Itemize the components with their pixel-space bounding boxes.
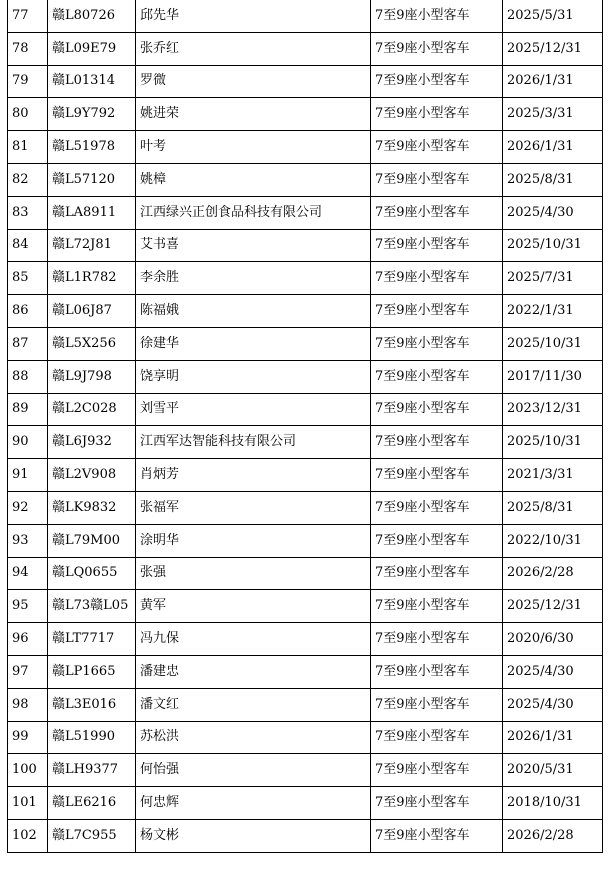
owner-name-cell: 李余胜	[136, 262, 371, 295]
owner-name-cell: 何忠辉	[136, 787, 371, 820]
row-number-cell: 101	[8, 787, 48, 820]
expiry-date-cell: 2026/1/31	[503, 131, 603, 164]
owner-name-cell: 肖炳芳	[136, 459, 371, 492]
vehicle-type-cell: 7至9座小型客车	[371, 229, 503, 262]
owner-name-cell: 潘文红	[136, 688, 371, 721]
expiry-date-cell: 2026/1/31	[503, 65, 603, 98]
table-row	[8, 327, 603, 360]
vehicle-type-cell: 7至9座小型客车	[371, 196, 503, 229]
vehicle-type-cell: 7至9座小型客车	[371, 32, 503, 65]
vehicle-type-cell: 7至9座小型客车	[371, 623, 503, 656]
table-row	[8, 0, 603, 32]
vehicle-type-cell: 7至9座小型客车	[371, 459, 503, 492]
owner-name-cell: 徐建华	[136, 327, 371, 360]
plate-number-cell: 赣L09E79	[48, 32, 136, 65]
expiry-date-cell: 2020/5/31	[503, 754, 603, 787]
row-number-cell: 96	[8, 623, 48, 656]
vehicle-type-cell: 7至9座小型客车	[371, 491, 503, 524]
owner-name-cell: 罗微	[136, 65, 371, 98]
owner-name-cell: 苏松洪	[136, 721, 371, 754]
expiry-date-cell: 2025/8/31	[503, 491, 603, 524]
row-number-cell: 102	[8, 819, 48, 852]
row-number-cell: 94	[8, 557, 48, 590]
table-row	[8, 229, 603, 262]
expiry-date-cell: 2021/3/31	[503, 459, 603, 492]
plate-number-cell: 赣LK9832	[48, 491, 136, 524]
vehicle-type-cell: 7至9座小型客车	[371, 557, 503, 590]
expiry-date-cell: 2025/4/30	[503, 655, 603, 688]
table-row	[8, 360, 603, 393]
plate-number-cell: 赣L9Y792	[48, 98, 136, 131]
owner-name-cell: 艾书喜	[136, 229, 371, 262]
vehicle-table	[7, 0, 603, 853]
vehicle-table-container	[7, 0, 602, 853]
row-number-cell: 99	[8, 721, 48, 754]
table-row	[8, 65, 603, 98]
expiry-date-cell: 2025/12/31	[503, 590, 603, 623]
row-number-cell: 83	[8, 196, 48, 229]
expiry-date-cell: 2025/5/31	[503, 0, 603, 32]
owner-name-cell: 冯九保	[136, 623, 371, 656]
owner-name-cell: 叶考	[136, 131, 371, 164]
row-number-cell: 95	[8, 590, 48, 623]
expiry-date-cell: 2026/2/28	[503, 557, 603, 590]
plate-number-cell: 赣LQ0655	[48, 557, 136, 590]
table-row	[8, 721, 603, 754]
plate-number-cell: 赣LT7717	[48, 623, 136, 656]
vehicle-type-cell: 7至9座小型客车	[371, 688, 503, 721]
vehicle-type-cell: 7至9座小型客车	[371, 655, 503, 688]
vehicle-type-cell: 7至9座小型客车	[371, 787, 503, 820]
plate-number-cell: 赣L57120	[48, 163, 136, 196]
plate-number-cell: 赣L06J87	[48, 295, 136, 328]
owner-name-cell: 姚樟	[136, 163, 371, 196]
vehicle-type-cell: 7至9座小型客车	[371, 65, 503, 98]
table-row	[8, 163, 603, 196]
expiry-date-cell: 2025/4/30	[503, 196, 603, 229]
row-number-cell: 89	[8, 393, 48, 426]
expiry-date-cell: 2022/1/31	[503, 295, 603, 328]
expiry-date-cell: 2026/2/28	[503, 819, 603, 852]
table-row	[8, 623, 603, 656]
expiry-date-cell: 2017/11/30	[503, 360, 603, 393]
vehicle-type-cell: 7至9座小型客车	[371, 524, 503, 557]
row-number-cell: 85	[8, 262, 48, 295]
row-number-cell: 80	[8, 98, 48, 131]
row-number-cell: 98	[8, 688, 48, 721]
table-row	[8, 491, 603, 524]
table-row	[8, 459, 603, 492]
owner-name-cell: 饶享明	[136, 360, 371, 393]
plate-number-cell: 赣LA8911	[48, 196, 136, 229]
table-row	[8, 295, 603, 328]
plate-number-cell: 赣L1R782	[48, 262, 136, 295]
vehicle-type-cell: 7至9座小型客车	[371, 98, 503, 131]
row-number-cell: 86	[8, 295, 48, 328]
owner-name-cell: 张乔红	[136, 32, 371, 65]
expiry-date-cell: 2025/10/31	[503, 327, 603, 360]
row-number-cell: 92	[8, 491, 48, 524]
table-row	[8, 196, 603, 229]
table-row	[8, 32, 603, 65]
expiry-date-cell: 2022/10/31	[503, 524, 603, 557]
table-row	[8, 131, 603, 164]
expiry-date-cell: 2025/8/31	[503, 163, 603, 196]
table-row	[8, 524, 603, 557]
row-number-cell: 90	[8, 426, 48, 459]
expiry-date-cell: 2020/6/30	[503, 623, 603, 656]
expiry-date-cell: 2025/12/31	[503, 32, 603, 65]
row-number-cell: 84	[8, 229, 48, 262]
table-row	[8, 819, 603, 852]
row-number-cell: 81	[8, 131, 48, 164]
plate-number-cell: 赣L6J932	[48, 426, 136, 459]
owner-name-cell: 何怡强	[136, 754, 371, 787]
row-number-cell: 93	[8, 524, 48, 557]
row-number-cell: 77	[8, 0, 48, 32]
owner-name-cell: 江西军达智能科技有限公司	[136, 426, 371, 459]
vehicle-type-cell: 7至9座小型客车	[371, 721, 503, 754]
owner-name-cell: 邱先华	[136, 0, 371, 32]
table-row	[8, 655, 603, 688]
vehicle-type-cell: 7至9座小型客车	[371, 426, 503, 459]
plate-number-cell: 赣L5X256	[48, 327, 136, 360]
plate-number-cell: 赣L51990	[48, 721, 136, 754]
expiry-date-cell: 2025/10/31	[503, 229, 603, 262]
table-row	[8, 754, 603, 787]
row-number-cell: 87	[8, 327, 48, 360]
plate-number-cell: 赣L01314	[48, 65, 136, 98]
plate-number-cell: 赣LH9377	[48, 754, 136, 787]
plate-number-cell: 赣LE6216	[48, 787, 136, 820]
row-number-cell: 79	[8, 65, 48, 98]
row-number-cell: 97	[8, 655, 48, 688]
vehicle-type-cell: 7至9座小型客车	[371, 360, 503, 393]
table-row	[8, 98, 603, 131]
owner-name-cell: 刘雪平	[136, 393, 371, 426]
plate-number-cell: 赣L51978	[48, 131, 136, 164]
plate-number-cell: 赣L80726	[48, 0, 136, 32]
plate-number-cell: 赣L7C955	[48, 819, 136, 852]
plate-number-cell: 赣L2V908	[48, 459, 136, 492]
expiry-date-cell: 2025/7/31	[503, 262, 603, 295]
owner-name-cell: 潘建忠	[136, 655, 371, 688]
plate-number-cell: 赣L73赣L05	[48, 590, 136, 623]
owner-name-cell: 陈福娥	[136, 295, 371, 328]
plate-number-cell: 赣L3E016	[48, 688, 136, 721]
owner-name-cell: 张福军	[136, 491, 371, 524]
expiry-date-cell: 2025/4/30	[503, 688, 603, 721]
plate-number-cell: 赣L9J798	[48, 360, 136, 393]
row-number-cell: 91	[8, 459, 48, 492]
table-row	[8, 426, 603, 459]
expiry-date-cell: 2025/10/31	[503, 426, 603, 459]
table-row	[8, 262, 603, 295]
row-number-cell: 78	[8, 32, 48, 65]
vehicle-type-cell: 7至9座小型客车	[371, 327, 503, 360]
owner-name-cell: 杨文彬	[136, 819, 371, 852]
vehicle-type-cell: 7至9座小型客车	[371, 393, 503, 426]
table-row	[8, 393, 603, 426]
owner-name-cell: 张强	[136, 557, 371, 590]
plate-number-cell: 赣L79M00	[48, 524, 136, 557]
vehicle-type-cell: 7至9座小型客车	[371, 590, 503, 623]
plate-number-cell: 赣L2C028	[48, 393, 136, 426]
vehicle-type-cell: 7至9座小型客车	[371, 295, 503, 328]
row-number-cell: 88	[8, 360, 48, 393]
expiry-date-cell: 2026/1/31	[503, 721, 603, 754]
table-row	[8, 590, 603, 623]
expiry-date-cell: 2023/12/31	[503, 393, 603, 426]
row-number-cell: 82	[8, 163, 48, 196]
vehicle-type-cell: 7至9座小型客车	[371, 131, 503, 164]
table-row	[8, 688, 603, 721]
plate-number-cell: 赣LP1665	[48, 655, 136, 688]
row-number-cell: 100	[8, 754, 48, 787]
owner-name-cell: 姚进荣	[136, 98, 371, 131]
vehicle-type-cell: 7至9座小型客车	[371, 262, 503, 295]
table-row	[8, 787, 603, 820]
vehicle-type-cell: 7至9座小型客车	[371, 0, 503, 32]
owner-name-cell: 江西绿兴正创食品科技有限公司	[136, 196, 371, 229]
vehicle-type-cell: 7至9座小型客车	[371, 754, 503, 787]
expiry-date-cell: 2018/10/31	[503, 787, 603, 820]
table-row	[8, 557, 603, 590]
vehicle-type-cell: 7至9座小型客车	[371, 163, 503, 196]
vehicle-table-body	[8, 0, 603, 852]
plate-number-cell: 赣L72J81	[48, 229, 136, 262]
vehicle-type-cell: 7至9座小型客车	[371, 819, 503, 852]
owner-name-cell: 黄军	[136, 590, 371, 623]
expiry-date-cell: 2025/3/31	[503, 98, 603, 131]
owner-name-cell: 涂明华	[136, 524, 371, 557]
